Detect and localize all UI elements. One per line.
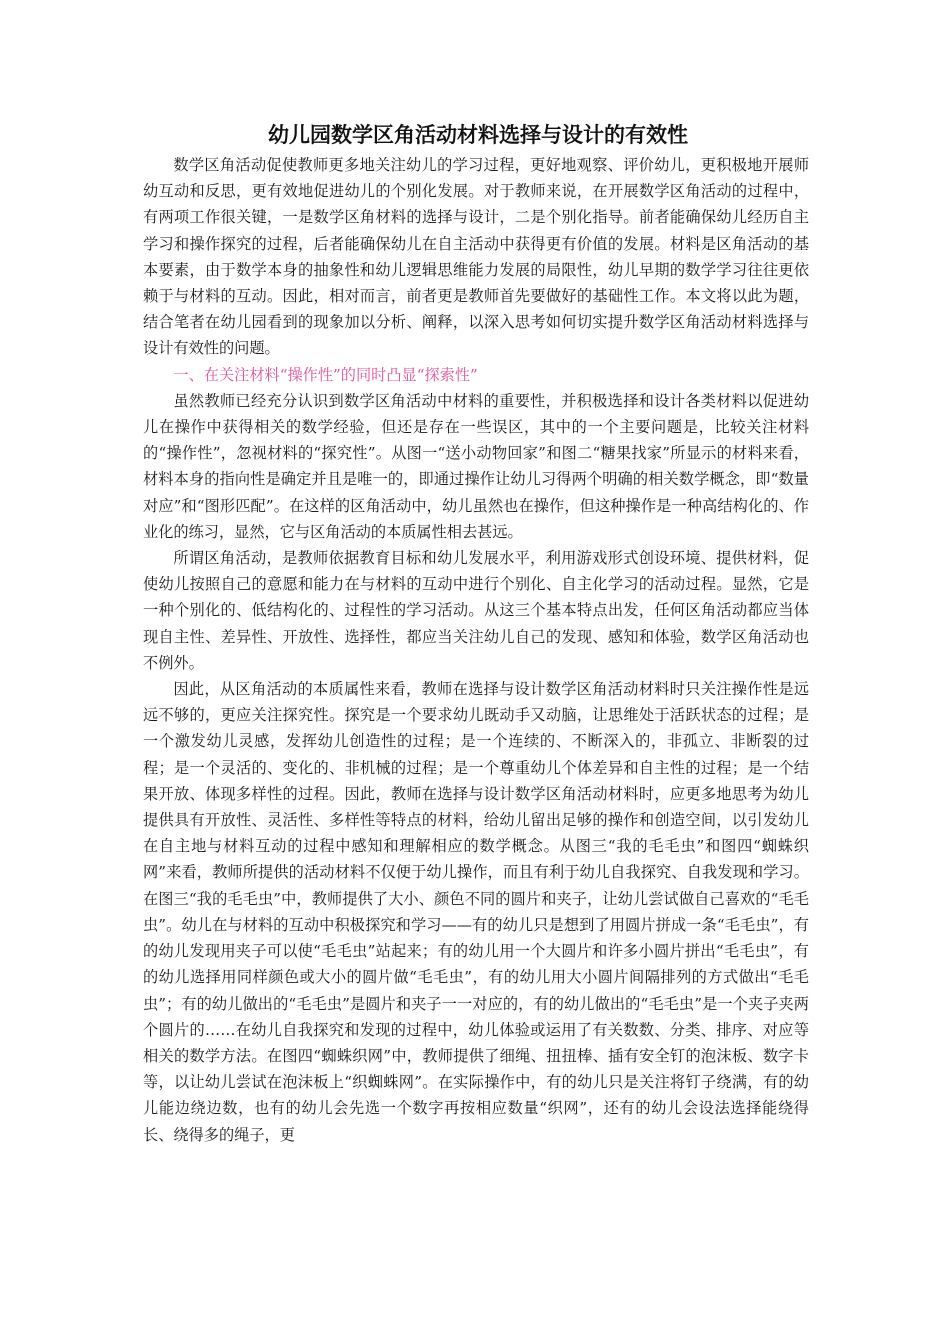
intro-paragraph: 数学区角活动促使教师更多地关注幼儿的学习过程，更好地观察、评价幼儿，更积极地开展师幼互动和反思，更有效地促进幼儿的个别化发展。对于教师来说，在开展数学区角活动的过程中，有两项工作很关键，一是数学区角材料的选择与设计，二是个别化指导。前者能确保幼儿经历自主学习和操作探究的过程，后者能确保幼儿在自主活动中获得更有价值的发展。材料是区角活动的基本要素，由于数学本身的抽象性和幼儿逻辑思维能力发展的局限性，幼儿早期的数学学习往往更依赖于与材料的互动。因此，相对而言，前者更是教师首先要做好的基础性工作。本文将以此为题，结合笔者在幼儿园看到的现象加以分析、阐释，以深入思考如何切实提升数学区角活动材料选择与设计有效性的问题。 <box>143 156 809 358</box>
document-title: 幼儿园数学区角活动材料选择与设计的有效性 <box>268 123 688 147</box>
section-heading: 一、在关注材料“操作性”的同时凸显“探索性” <box>173 365 478 384</box>
document-page <box>143 118 809 1148</box>
body-paragraph-3: 因此，从区角活动的本质属性来看，教师在选择与设计数学区角活动材料时只关注操作性是远远不够的，更应关注探究性。探究是一个要求幼儿既动手又动脑，让思维处于活跃状态的过程；是一个激发幼儿灵感，发挥幼儿创造性的过程；是一个连续的、不断深入的，非孤立、非断裂的过程；是一个灵活的、变化的、非机械的过程；是一个尊重幼儿个体差异和自主性的过程；是一个结果开放、体现多样性的过程。因此，教师在选择与设计数学区角活动材料时，应更多地思考为幼儿提供具有开放性、灵活性、多样性等特点的材料，给幼儿留出足够的操作和创造空间，以引发幼儿在自主地与材料互动的过程中感知和理解相应的数学概念。从图三“我的毛毛虫”和图四“蜘蛛织网”来看，教师所提供的活动材料不仅便于幼儿操作，而且有利于幼儿自我探究、自我发现和学习。在图三“我的毛毛虫”中，教师提供了大小、颜色不同的圆片和夹子，让幼儿尝试做自己喜欢的“毛毛虫”。幼儿在与材料的互动中积极探究和学习——有的幼儿只是想到了用圆片拼成一条“毛毛虫”，有的幼儿发现用夹子可以使“毛毛虫”站起来；有的幼儿用一个大圆片和许多小圆片拼出“毛毛虫”，有的幼儿选择用同样颜色或大小的圆片做“毛毛虫”，有的幼儿用大小圆片间隔排列的方式做出“毛毛虫”；有的幼儿做出的“毛毛虫”是圆片和夹子一一对应的，有的幼儿做出的“毛毛虫”是一个夹子夹两个圆片的……在幼儿自我探究和发现的过程中，幼儿体验或运用了有关数数、分类、排序、对应等相关的数学方法。在图四“蜘蛛织网”中，教师提供了细绳、扭扭棒、插有安全钉的泡沫板、数字卡等，以让幼儿尝试在泡沫板上“织蜘蛛网”。在实际操作中，有的幼儿只是关注将钉子绕满，有的幼儿能边绕边数，也有的幼儿会先选一个数字再按相应数量“织网”，还有的幼儿会设法选择能绕得长、绕得多的绳子，更 <box>143 680 809 1144</box>
body-paragraph-1: 虽然教师已经充分认识到数学区角活动中材料的重要性，并积极选择和设计各类材料以促进幼儿在操作中获得相关的数学经验，但还是存在一些误区，其中的一个主要问题是，比较关注材料的“操作性”，忽视材料的“探究性”。从图一“送小动物回家”和图二“糖果找家”所显示的材料来看，材料本身的指向性是确定并且是唯一的，即通过操作让幼儿习得两个明确的相关数学概念，即“数量对应”和“图形匹配”。在这样的区角活动中，幼儿虽然也在操作，但这种操作是一种高结构化的、作业化的练习，显然，它与区角活动的本质属性相去甚远。 <box>143 391 809 541</box>
body-paragraph-2: 所谓区角活动，是教师依据教育目标和幼儿发展水平，利用游戏形式创设环境、提供材料，促使幼儿按照自己的意愿和能力在与材料的互动中进行个别化、自主化学习的活动过程。显然，它是一种个别化的、低结构化的、过程性的学习活动。从这三个基本特点出发，任何区角活动都应当体现自主性、差异性、开放性、选择性，都应当关注幼儿自己的发现、感知和体验，数学区角活动也不例外。 <box>143 549 809 672</box>
